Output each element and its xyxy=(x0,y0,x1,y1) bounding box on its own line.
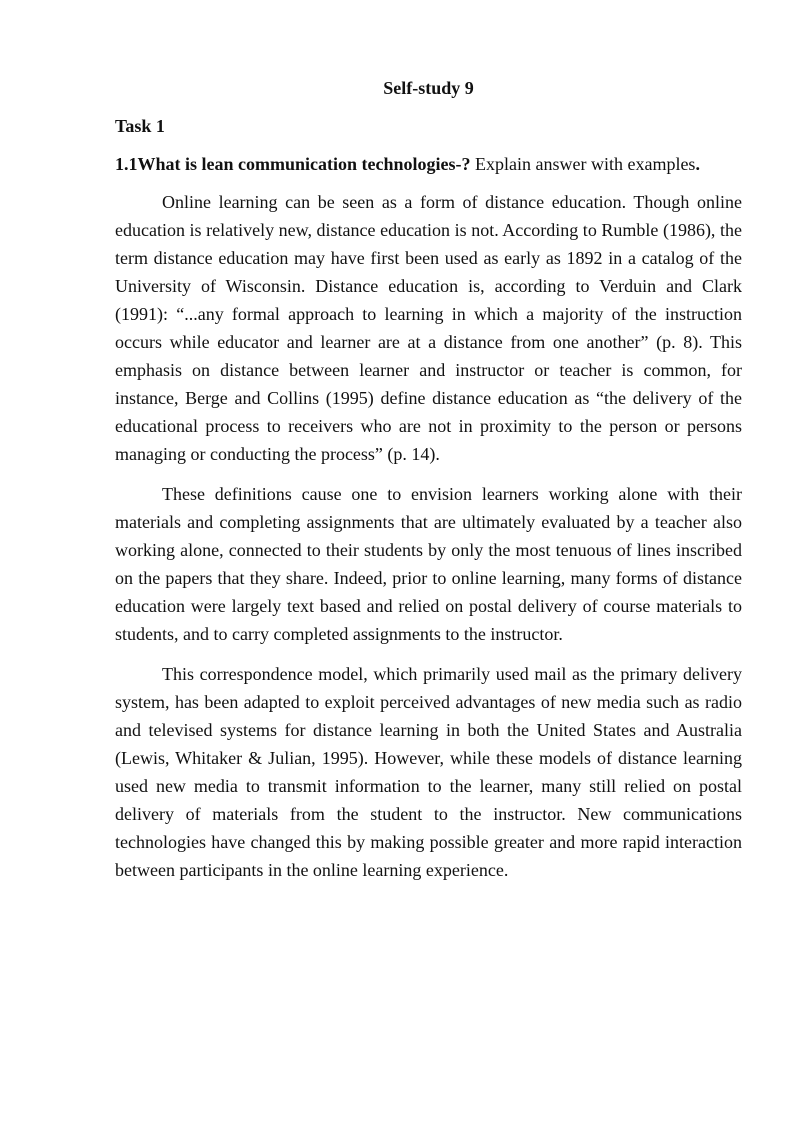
page-title: Self-study 9 xyxy=(383,78,474,98)
task-heading: Task 1 xyxy=(115,116,165,136)
question-bold-text: 1.1What is lean communication technologies-? xyxy=(115,154,471,174)
question-regular-text: Explain answer with examples xyxy=(470,154,696,174)
question-end-mark: . xyxy=(695,154,700,174)
body-paragraph-2: These definitions cause one to envision learners working alone with their materials and completing assignments that are ultimately evaluated by a teacher also working alone, connected to their students by only the most tenuous of lines inscribed on the papers that they share. Indeed, prior to online learning, many forms of distance education were largely text based and relied on postal delivery of course materials to students, and to carry completed assignments to the instructor. xyxy=(115,484,742,644)
question-line xyxy=(115,152,742,176)
document-body xyxy=(115,76,742,896)
body-paragraph-1: Online learning can be seen as a form of distance education. Though online education is relatively new, distance education is not. According to Rumble (1986), the term distance education may have first been used as early as 1892 in a catalog of the University of Wisconsin. Distance education is, according to Verduin and Clark (1991): “...any formal approach to learning in which a majority of the instruction occurs while educator and learner are at a distance from one another” (p. 8). This emphasis on distance between learner and instructor or teacher is common, for instance, Berge and Collins (1995) define distance education as “the delivery of the educational process to receivers who are not in proximity to the person or persons managing or conducting the process” (p. 14). xyxy=(115,192,742,464)
body-paragraph-3: This correspondence model, which primarily used mail as the primary delivery system, has been adapted to exploit perceived advantages of new media such as radio and televised systems for distance learning in both the United States and Australia (Lewis, Whitaker & Julian, 1995). However, while these models of distance learning used new media to transmit information to the learner, many still relied on postal delivery of materials from the student to the instructor. New communications technologies have changed this by making possible greater and more rapid interaction between participants in the online learning experience. xyxy=(115,664,742,880)
